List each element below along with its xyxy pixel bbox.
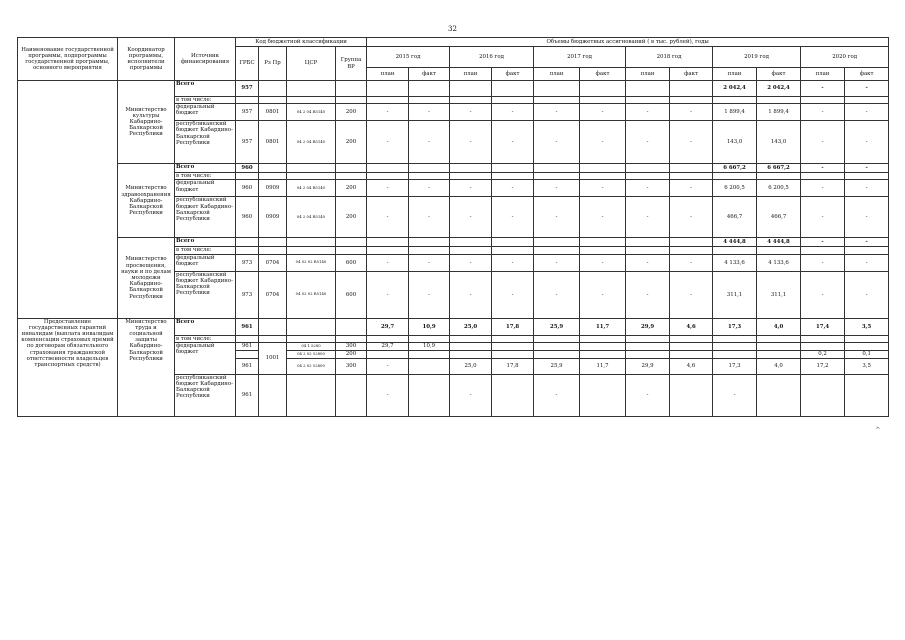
program-cell (18, 81, 118, 319)
header-budget-code: Код бюджетной классификации (236, 38, 367, 47)
rzpr: 0909 (259, 197, 287, 238)
source-federal: федеральный бюджет (175, 104, 236, 121)
table-row (18, 318, 889, 335)
value: - (626, 271, 670, 318)
header-source: Источник финансирования (175, 38, 236, 81)
value: 4,6 (670, 318, 713, 335)
header-year: 2016 год (450, 47, 534, 68)
header-plan: план (713, 68, 757, 81)
value: 17,3 (713, 358, 757, 374)
value: - (534, 374, 580, 416)
value: 29,9 (626, 318, 670, 335)
value: - (409, 180, 450, 197)
rzpr: 1001 (259, 342, 287, 374)
value: - (845, 271, 889, 318)
value: 4,0 (757, 318, 801, 335)
value: - (801, 121, 845, 164)
header-year: 2018 год (626, 47, 713, 68)
value: 25,0 (450, 318, 492, 335)
value: 143,0 (757, 121, 801, 164)
value: - (580, 254, 626, 271)
value: 4 444,8 (713, 238, 757, 247)
value: - (801, 271, 845, 318)
value: 1 899,4 (757, 104, 801, 121)
source-republic: республиканский бюджет Кабардино-Балкарской Республики (175, 374, 236, 416)
grbs: 961 (236, 374, 259, 416)
value: - (450, 104, 492, 121)
grbs: 957 (236, 104, 259, 121)
source-republic: республиканский бюджет Кабардино-Балкарской Республики (175, 197, 236, 238)
grbs: 973 (236, 254, 259, 271)
header-year: 2015 год (367, 47, 450, 68)
rzpr: 0801 (259, 104, 287, 121)
rzpr: 0909 (259, 180, 287, 197)
rzpr: 0704 (259, 271, 287, 318)
vr: 600 (336, 254, 367, 271)
value: - (450, 254, 492, 271)
value: 6 667,2 (713, 164, 757, 173)
value: - (801, 81, 845, 97)
grbs: 960 (236, 180, 259, 197)
value: - (367, 254, 409, 271)
value: - (492, 121, 534, 164)
csr: 04 2 04 R5140 (287, 197, 336, 238)
value: - (845, 104, 889, 121)
value: - (801, 164, 845, 173)
value: - (845, 180, 889, 197)
header-rzpr: Рз Пр (259, 47, 287, 81)
closing-mark: ». (876, 425, 881, 431)
value: - (801, 254, 845, 271)
csr: 04 2 04 R5140 (287, 121, 336, 164)
csr: 04 1 5280 (287, 342, 336, 350)
header-year: 2020 год (801, 47, 889, 68)
value: - (626, 254, 670, 271)
value: - (801, 180, 845, 197)
value: - (534, 197, 580, 238)
value: 6 200,5 (713, 180, 757, 197)
header-fact: факт (757, 68, 801, 81)
value: - (845, 254, 889, 271)
value: - (450, 271, 492, 318)
value: - (492, 197, 534, 238)
value: - (534, 121, 580, 164)
value: 4 133,6 (757, 254, 801, 271)
grbs: 957 (236, 121, 259, 164)
csr: 04 02 02 R5140 (287, 271, 336, 318)
header-fact: факт (845, 68, 889, 81)
value: - (801, 197, 845, 238)
header-plan: план (450, 68, 492, 81)
header-year: 2019 год (713, 47, 801, 68)
value: 143,0 (713, 121, 757, 164)
header-volumes: Объемы бюджетных ассигнований ( в тыс. рублей), годы (367, 38, 889, 47)
value: 29,7 (367, 318, 409, 335)
value: 29,9 (626, 358, 670, 374)
vr: 300 (336, 342, 367, 350)
page-number: 32 (448, 25, 457, 33)
value: - (670, 254, 713, 271)
value: - (450, 197, 492, 238)
value: - (626, 197, 670, 238)
value: 3,5 (845, 358, 889, 374)
source-federal: федеральный бюджет (175, 180, 236, 197)
value: 11,7 (580, 358, 626, 374)
value: 4 133,6 (713, 254, 757, 271)
value: - (626, 374, 670, 416)
coordinator-health: Министерство здравоохранения Кабардино-Балкарской Республики (118, 164, 175, 238)
value: - (409, 121, 450, 164)
source-total: Всего (175, 238, 236, 247)
header-plan: план (801, 68, 845, 81)
value: - (580, 121, 626, 164)
header-fact: факт (409, 68, 450, 81)
grbs: 960 (236, 197, 259, 238)
source-republic: республиканский бюджет Кабардино-Балкарской Республики (175, 121, 236, 164)
value: 4 444,8 (757, 238, 801, 247)
source-incl: в том числе: (175, 247, 236, 254)
value: 1 899,4 (713, 104, 757, 121)
value: - (450, 180, 492, 197)
table-row (18, 164, 889, 173)
value: - (534, 104, 580, 121)
vr: 200 (336, 121, 367, 164)
vr: 200 (336, 180, 367, 197)
value: - (534, 180, 580, 197)
csr: 04 02 02 R5140 (287, 254, 336, 271)
value: 17,3 (713, 318, 757, 335)
grbs: 973 (236, 271, 259, 318)
table-row (18, 81, 889, 97)
value: 10,9 (409, 318, 450, 335)
value: - (450, 121, 492, 164)
header-grbs: ГРБС (236, 47, 259, 81)
header-fact: факт (670, 68, 713, 81)
value: - (626, 180, 670, 197)
value: - (580, 271, 626, 318)
csr: 04 2 04 R5140 (287, 104, 336, 121)
value: - (492, 180, 534, 197)
value: 17,8 (492, 358, 534, 374)
value: 10,9 (409, 342, 450, 350)
source-total: Всего (175, 81, 236, 97)
value: - (367, 358, 409, 374)
coordinator-education: Министерство просвещения, науки и по делам молодежи Кабардино-Балкарской Республики (118, 238, 175, 318)
value: - (409, 254, 450, 271)
value: 11,7 (580, 318, 626, 335)
value: 0,1 (845, 350, 889, 358)
value: 311,1 (713, 271, 757, 318)
value: - (670, 197, 713, 238)
header-fact: факт (492, 68, 534, 81)
value: 0,2 (801, 350, 845, 358)
source-federal: федеральный бюджет (175, 342, 236, 374)
value: - (670, 180, 713, 197)
value: - (409, 104, 450, 121)
csr: 04 2 04 R5140 (287, 180, 336, 197)
value: - (845, 238, 889, 247)
value: - (845, 197, 889, 238)
header-csr: ЦСР (287, 47, 336, 81)
vr: 200 (336, 197, 367, 238)
vr: 300 (336, 358, 367, 374)
value: - (845, 164, 889, 173)
value: 466,7 (757, 197, 801, 238)
value: 25,9 (534, 318, 580, 335)
value: - (580, 104, 626, 121)
value: - (580, 197, 626, 238)
rzpr: 0801 (259, 121, 287, 164)
value: - (670, 121, 713, 164)
grbs: 957 (236, 81, 259, 97)
value: - (367, 271, 409, 318)
value: - (367, 104, 409, 121)
value: 2 042,4 (757, 81, 801, 97)
value: - (801, 238, 845, 247)
value: - (670, 104, 713, 121)
value: - (713, 374, 757, 416)
header-plan: план (367, 68, 409, 81)
grbs: 961 (236, 342, 259, 350)
header-plan: план (626, 68, 670, 81)
value: 4,0 (757, 358, 801, 374)
coordinator-culture: Министерство культуры Кабардино-Балкарской Республики (118, 81, 175, 164)
coordinator-labor: Министерство труда и социальной защиты Кабардино-Балкарской Республики (118, 318, 175, 416)
value: 17,8 (492, 318, 534, 335)
csr: 04 2 02 52800 (287, 358, 336, 374)
source-total: Всего (175, 318, 236, 335)
value: - (409, 271, 450, 318)
rzpr: 0704 (259, 254, 287, 271)
value: - (367, 374, 409, 416)
value: - (845, 81, 889, 97)
grbs: 961 (236, 318, 259, 335)
value: 4,6 (670, 358, 713, 374)
vr: 200 (336, 104, 367, 121)
source-incl: в том числе: (175, 335, 236, 342)
value: - (626, 121, 670, 164)
value: - (492, 271, 534, 318)
value: - (534, 271, 580, 318)
table-row (18, 238, 889, 247)
value: - (801, 104, 845, 121)
source-incl: в том числе: (175, 97, 236, 104)
value: - (367, 197, 409, 238)
value: - (450, 374, 492, 416)
value: - (580, 180, 626, 197)
source-federal: федеральный бюджет (175, 254, 236, 271)
header-plan: план (534, 68, 580, 81)
csr: 04 2 02 52800 (287, 350, 336, 358)
value: 25,9 (534, 358, 580, 374)
value: 17,4 (801, 318, 845, 335)
value: - (845, 121, 889, 164)
vr: 200 (336, 350, 367, 358)
source-republic: республиканский бюджет Кабардино-Балкарской Республики (175, 271, 236, 318)
grbs: 961 (236, 358, 259, 374)
grbs: 960 (236, 164, 259, 173)
header-program: Наименование государственной программы, подпрограммы государственной программы, основного мероприятия (18, 38, 118, 81)
value: - (367, 180, 409, 197)
value: - (492, 254, 534, 271)
value: 25,0 (450, 358, 492, 374)
vr: 600 (336, 271, 367, 318)
value: - (367, 121, 409, 164)
source-total: Всего (175, 164, 236, 173)
value: - (409, 197, 450, 238)
value: 466,7 (713, 197, 757, 238)
program-insurance: Предоставление государственных гарантий инвалидам (выплата инвалидам компенсации страховых премий по договорам обязательного страхования гражданской ответственности владельцев транспортных средств) (18, 318, 118, 416)
header-coordinator: Координатор программы, исполнители программы (118, 38, 175, 81)
value: 6 200,5 (757, 180, 801, 197)
header-year: 2017 год (534, 47, 626, 68)
header-vr: Группа ВР (336, 47, 367, 81)
header-fact: факт (580, 68, 626, 81)
source-incl: в том числе: (175, 173, 236, 180)
value: 3,5 (845, 318, 889, 335)
value: - (670, 271, 713, 318)
value: 311,1 (757, 271, 801, 318)
value: 29,7 (367, 342, 409, 350)
value: 6 667,2 (757, 164, 801, 173)
value: - (492, 104, 534, 121)
value: - (626, 104, 670, 121)
value: 17,2 (801, 358, 845, 374)
value: - (534, 254, 580, 271)
value: 2 042,4 (713, 81, 757, 97)
budget-table (17, 37, 889, 417)
